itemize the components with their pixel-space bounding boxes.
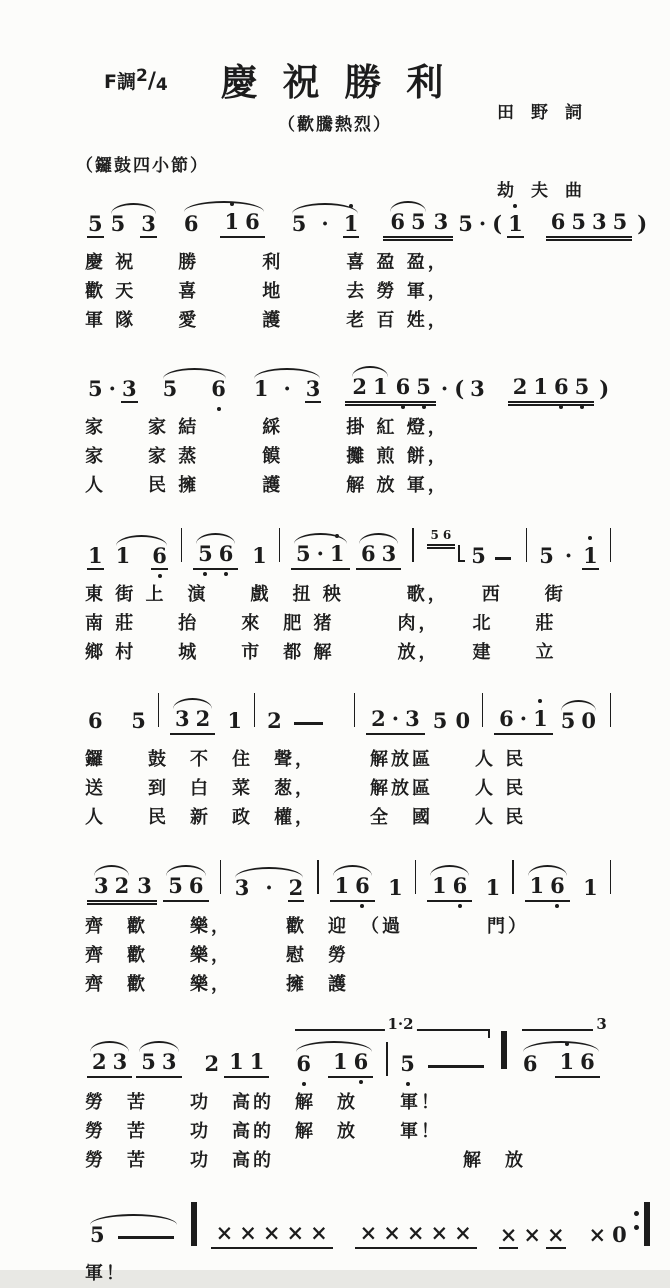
music-note: ( bbox=[492, 210, 503, 236]
music-note: · bbox=[283, 375, 291, 401]
music-note: 3 bbox=[161, 1049, 177, 1074]
music-note: · bbox=[265, 874, 273, 900]
music-note: 6 bbox=[88, 707, 103, 733]
lyric-line: 齊 歡 樂， 擁 護 bbox=[85, 974, 349, 995]
spacer bbox=[106, 734, 129, 735]
spacer bbox=[332, 237, 341, 238]
music-note: 5 bbox=[415, 376, 432, 401]
music-note: × bbox=[406, 1220, 425, 1245]
music-note: 5 bbox=[291, 210, 307, 236]
slur-group bbox=[251, 366, 324, 403]
music-note: 5 bbox=[560, 707, 576, 733]
music-note: 5 bbox=[399, 1053, 416, 1078]
music-note: 5 bbox=[539, 542, 554, 568]
music-note: 3 bbox=[112, 1049, 128, 1074]
music-note: 1 bbox=[388, 874, 403, 900]
music-note: 6 bbox=[395, 376, 412, 401]
barline bbox=[181, 528, 182, 562]
music-note: 6 bbox=[151, 545, 168, 570]
lyric-line: 歡 天 喜 地 去 勞 軍， bbox=[85, 281, 449, 302]
music-note: 6 bbox=[499, 705, 514, 731]
spacer bbox=[418, 1077, 422, 1078]
slur-group bbox=[387, 199, 428, 236]
music-note: 1 bbox=[333, 1049, 348, 1074]
lyric-line: 人 民 擁 護 解 放 軍， bbox=[85, 475, 449, 496]
music-system bbox=[85, 852, 620, 999]
lyrics-block bbox=[85, 248, 620, 335]
spacer bbox=[294, 402, 303, 403]
barline bbox=[610, 693, 611, 727]
music-note: 5 bbox=[471, 542, 486, 568]
beam-group bbox=[546, 208, 633, 238]
music-note: 5 bbox=[90, 1222, 105, 1247]
slur-group bbox=[108, 201, 159, 238]
barline bbox=[191, 1202, 197, 1246]
music-note: × bbox=[499, 1224, 519, 1249]
music-note: 1 bbox=[343, 213, 360, 238]
beam-group bbox=[383, 199, 453, 238]
volta-label: 3 bbox=[593, 1017, 609, 1032]
lyric-line: 勞 苦 功 高的 解 放 bbox=[85, 1150, 526, 1172]
spacer bbox=[128, 237, 138, 238]
music-note: 0 bbox=[612, 1222, 627, 1247]
lyric-line: 鑼 鼓 不 住 聲， 解放區 人 民 bbox=[85, 749, 527, 770]
lyricist-credit: 田 野 詞 bbox=[497, 103, 582, 123]
slur-group bbox=[136, 1039, 181, 1078]
grace-notes bbox=[425, 529, 458, 546]
music-note: 2 bbox=[114, 872, 130, 898]
slur-group bbox=[293, 1039, 375, 1078]
music-note: 1 bbox=[87, 545, 104, 570]
music-system bbox=[85, 1199, 627, 1288]
spacer bbox=[575, 569, 580, 570]
lyrics-block bbox=[85, 912, 620, 999]
beam-group bbox=[224, 1051, 269, 1078]
music-note: 1 bbox=[432, 872, 447, 898]
spacer bbox=[377, 901, 385, 902]
lyrics-block bbox=[85, 413, 620, 500]
slur-group bbox=[349, 364, 390, 401]
notation-line bbox=[85, 353, 620, 403]
notation-line bbox=[85, 852, 620, 902]
music-note: 1 bbox=[373, 373, 388, 399]
music-note: × bbox=[430, 1220, 449, 1245]
notation-line bbox=[85, 520, 620, 570]
spacer bbox=[271, 402, 280, 403]
slur-group bbox=[558, 698, 599, 735]
music-note: 2 bbox=[204, 1051, 220, 1076]
lyric-line: 家 家 蒸 饃 攤 煎 餅， bbox=[85, 446, 449, 467]
music-note: × bbox=[359, 1220, 378, 1245]
lyric-line: 勞 苦 功 高的 解 放 軍！ bbox=[85, 1092, 442, 1114]
spacer bbox=[352, 569, 354, 570]
spacer bbox=[276, 901, 286, 902]
barline bbox=[501, 1031, 507, 1069]
music-note: 1 bbox=[334, 872, 350, 898]
music-note: 3 bbox=[470, 375, 485, 401]
lyric-line: 南 莊 抬 來 肥 猪 肉， 北 莊 bbox=[85, 613, 557, 634]
music-note: 6 bbox=[522, 1051, 538, 1076]
slur-group bbox=[525, 863, 570, 902]
music-note: 1 bbox=[529, 872, 545, 898]
music-note: 6 bbox=[361, 540, 376, 566]
music-note: × bbox=[286, 1220, 305, 1245]
beam-group bbox=[427, 529, 456, 546]
spacer bbox=[202, 237, 218, 238]
barline bbox=[482, 693, 483, 727]
slur-group bbox=[232, 865, 307, 902]
music-note: 5 bbox=[410, 208, 426, 234]
slur-group bbox=[291, 531, 350, 570]
music-note: 5 bbox=[131, 707, 146, 733]
lyric-line: 慶 祝 勝 利 喜 盈 盈， bbox=[85, 252, 449, 273]
music-note: · bbox=[321, 210, 329, 236]
slur-group bbox=[520, 1039, 602, 1078]
slur-group bbox=[87, 1212, 180, 1249]
music-note: 6 bbox=[553, 376, 570, 401]
music-note: 6 bbox=[390, 208, 405, 234]
music-note: 6 bbox=[580, 1049, 595, 1074]
music-note: 5 bbox=[574, 376, 591, 401]
music-note: 5 bbox=[612, 208, 628, 234]
music-note: 5 bbox=[458, 210, 473, 236]
music-system bbox=[85, 353, 620, 500]
music-note: 5 bbox=[141, 1049, 156, 1074]
notation-line bbox=[85, 1199, 627, 1249]
music-note: 1 bbox=[329, 543, 346, 568]
beam-group bbox=[87, 863, 157, 902]
music-note: 2 bbox=[288, 877, 305, 902]
music-note: 3 bbox=[140, 213, 157, 238]
music-note: 1 bbox=[533, 373, 548, 399]
spacer bbox=[180, 402, 208, 403]
music-note: 1 bbox=[582, 545, 599, 570]
barline bbox=[412, 528, 413, 562]
slur-group bbox=[181, 199, 267, 238]
music-note: 6 bbox=[218, 543, 235, 568]
music-note: 6 bbox=[550, 208, 566, 234]
music-note: × bbox=[546, 1224, 566, 1249]
song-title: 慶 祝 勝 利 bbox=[220, 61, 450, 104]
music-note: 6 bbox=[295, 1053, 312, 1078]
slur-group bbox=[160, 366, 229, 403]
music-note: 2 bbox=[267, 707, 282, 733]
lyrics-block bbox=[85, 1259, 620, 1288]
barline bbox=[254, 693, 255, 727]
beam-group bbox=[555, 1051, 600, 1078]
beam-group bbox=[494, 705, 553, 735]
music-note: 2 bbox=[371, 705, 386, 731]
music-note: ( bbox=[454, 375, 465, 401]
music-note: × bbox=[383, 1220, 401, 1245]
lyric-line: 軍！ bbox=[85, 1263, 127, 1285]
music-note: 5 bbox=[88, 375, 103, 401]
music-note: 1 bbox=[583, 874, 598, 900]
slur-group bbox=[113, 533, 170, 570]
spacer bbox=[450, 734, 452, 735]
music-note: × bbox=[454, 1220, 472, 1245]
music-note: 3 bbox=[381, 540, 397, 566]
spacer bbox=[314, 1077, 326, 1078]
barline bbox=[279, 528, 280, 562]
beam-group bbox=[355, 1222, 477, 1249]
beam-group bbox=[366, 705, 425, 735]
lyric-line: 東 街 上 演 戲 扭 秧 歌， 西 街 bbox=[85, 584, 566, 605]
lyric-line: 人 民 新 政 權， 全 國 人 民 bbox=[85, 807, 527, 828]
music-note: 5 bbox=[168, 872, 183, 898]
music-note: 6 bbox=[353, 1051, 370, 1076]
dash-note bbox=[495, 557, 511, 560]
barline bbox=[644, 1202, 650, 1246]
notation-line bbox=[85, 1015, 620, 1078]
notation-line bbox=[85, 685, 620, 735]
music-note: 5 bbox=[110, 210, 126, 236]
music-note: 1 bbox=[252, 542, 267, 568]
lyrics-block bbox=[85, 745, 620, 832]
music-note: · bbox=[564, 542, 573, 568]
music-note: 2 bbox=[195, 705, 211, 731]
grace-hook-icon bbox=[458, 545, 465, 562]
barline bbox=[526, 528, 527, 562]
volta-bracket bbox=[518, 1015, 607, 1078]
music-note: 1 bbox=[224, 211, 241, 236]
barline bbox=[158, 693, 159, 727]
slur-group bbox=[356, 531, 401, 570]
spacer bbox=[106, 569, 111, 570]
slur-group bbox=[427, 863, 472, 902]
barline bbox=[415, 860, 416, 894]
music-note: · bbox=[391, 705, 400, 731]
spacer bbox=[572, 901, 580, 902]
music-note: 3 bbox=[591, 208, 607, 234]
music-note: × bbox=[239, 1220, 257, 1245]
intro-annotation: （鑼鼓四小節） bbox=[76, 156, 209, 176]
slur-group bbox=[193, 531, 238, 570]
music-note: 1 bbox=[532, 708, 549, 733]
barline bbox=[386, 1042, 388, 1076]
slur-group bbox=[91, 863, 132, 900]
music-note: 3 bbox=[405, 705, 420, 731]
music-note: 1 bbox=[485, 874, 501, 900]
beam-group bbox=[220, 208, 265, 238]
music-note: 3 bbox=[121, 378, 138, 403]
music-note: 2 bbox=[92, 1049, 107, 1074]
time-slash: / bbox=[147, 69, 156, 94]
music-note: 5 bbox=[87, 213, 104, 238]
time-numerator: 2 bbox=[135, 66, 148, 86]
music-note: 3 bbox=[137, 872, 152, 898]
beam-group bbox=[211, 1222, 333, 1249]
music-note: 3 bbox=[234, 874, 250, 900]
barline bbox=[354, 693, 355, 727]
music-note: × bbox=[215, 1220, 234, 1245]
music-note: 1 bbox=[229, 1049, 244, 1074]
music-note: · bbox=[316, 540, 324, 566]
beam-group bbox=[328, 1051, 373, 1078]
music-note: ) bbox=[599, 375, 610, 401]
lyric-line: 鄉 村 城 市 都 解 放， 建 立 bbox=[85, 642, 557, 663]
slur-group bbox=[170, 696, 215, 735]
music-note: 1 bbox=[253, 375, 269, 401]
spacer bbox=[240, 569, 249, 570]
music-note: 6 bbox=[452, 875, 469, 900]
music-note: · bbox=[108, 375, 116, 401]
music-note: 6 bbox=[549, 875, 566, 900]
barline bbox=[512, 860, 513, 894]
music-note: × bbox=[310, 1220, 328, 1245]
music-note: 6 bbox=[188, 872, 204, 898]
music-note: 1 bbox=[227, 707, 243, 733]
music-note: × bbox=[523, 1222, 541, 1247]
spacer bbox=[474, 901, 482, 902]
music-note: 2 bbox=[512, 373, 528, 399]
spacer bbox=[108, 1248, 112, 1249]
music-note: 5 bbox=[197, 543, 214, 568]
dash-note bbox=[118, 1236, 174, 1239]
music-note: 3 bbox=[305, 378, 322, 403]
music-note: 1 bbox=[507, 213, 524, 238]
music-system bbox=[85, 520, 620, 667]
music-note: 3 bbox=[433, 208, 449, 234]
music-note: 5 bbox=[162, 375, 178, 401]
music-note: · bbox=[519, 705, 528, 731]
spacer bbox=[557, 569, 562, 570]
music-note: · bbox=[478, 210, 487, 236]
score bbox=[0, 188, 670, 1288]
spacer bbox=[309, 237, 318, 238]
music-note: ) bbox=[637, 210, 648, 236]
slur-group bbox=[330, 863, 375, 902]
volta-bracket bbox=[291, 1015, 490, 1078]
music-note: 1 bbox=[249, 1049, 265, 1074]
music-note: 0 bbox=[581, 707, 596, 733]
music-system bbox=[85, 1015, 620, 1175]
lyric-line: 家 家 結 綵 掛 紅 燈， bbox=[85, 417, 449, 438]
music-note: 1 bbox=[559, 1051, 576, 1076]
slur-group bbox=[87, 1039, 132, 1078]
music-note: × bbox=[262, 1220, 281, 1245]
lyric-line: 齊 歡 樂， 歡 迎 （過 門） bbox=[85, 916, 529, 937]
spacer bbox=[252, 901, 262, 902]
barline bbox=[220, 860, 221, 894]
dash-note bbox=[294, 722, 323, 725]
dash-note bbox=[428, 1065, 484, 1068]
lyric-line: 勞 苦 功 高的 解 放 軍！ bbox=[85, 1121, 442, 1143]
spacer bbox=[427, 734, 430, 735]
spacer bbox=[555, 734, 556, 735]
music-note: 3 bbox=[94, 872, 109, 898]
music-note: 5 bbox=[571, 208, 586, 234]
lyrics-block bbox=[85, 1088, 620, 1175]
spacer bbox=[285, 734, 288, 735]
music-note: 5 bbox=[432, 707, 448, 733]
key-label: F調 bbox=[104, 71, 136, 93]
music-note: 5 bbox=[295, 540, 311, 566]
music-note: 5 bbox=[430, 528, 439, 543]
lyric-line: 齊 歡 樂， 慰 勞 bbox=[85, 945, 349, 966]
spacer bbox=[541, 1077, 553, 1078]
music-note: 6 bbox=[354, 875, 371, 900]
music-note: 3 bbox=[174, 705, 190, 731]
music-system bbox=[85, 685, 620, 832]
spacer bbox=[217, 734, 224, 735]
time-denominator: 4 bbox=[155, 75, 168, 95]
music-note: 6 bbox=[442, 528, 452, 543]
music-note: 1 bbox=[115, 542, 131, 568]
music-note: 6 bbox=[183, 210, 199, 236]
barline bbox=[610, 528, 611, 562]
beam-group bbox=[345, 364, 436, 403]
tempo-expression: （歡騰熱烈） bbox=[278, 115, 392, 135]
spacer bbox=[133, 569, 149, 570]
beam-group bbox=[508, 373, 595, 403]
spacer bbox=[159, 901, 161, 902]
lyrics-block bbox=[85, 580, 620, 667]
lyric-line: 送 到 白 菜 葱， 解放區 人 民 bbox=[85, 778, 527, 799]
slur-group bbox=[163, 863, 208, 902]
music-note: · bbox=[440, 375, 449, 401]
barline bbox=[317, 860, 318, 894]
music-note: 2 bbox=[352, 373, 367, 399]
slur-group bbox=[289, 201, 362, 238]
music-note: 6 bbox=[245, 208, 260, 234]
music-note: 6 bbox=[210, 378, 227, 403]
lyric-line: 軍 隊 愛 護 老 百 姓， bbox=[85, 310, 449, 331]
music-note: × bbox=[588, 1222, 607, 1247]
barline bbox=[610, 860, 611, 894]
spacer bbox=[329, 734, 345, 735]
volta-label: 1·2 bbox=[384, 1017, 416, 1032]
music-note: 0 bbox=[455, 707, 471, 733]
composer-credit: 劫 夫 曲 bbox=[497, 181, 582, 201]
